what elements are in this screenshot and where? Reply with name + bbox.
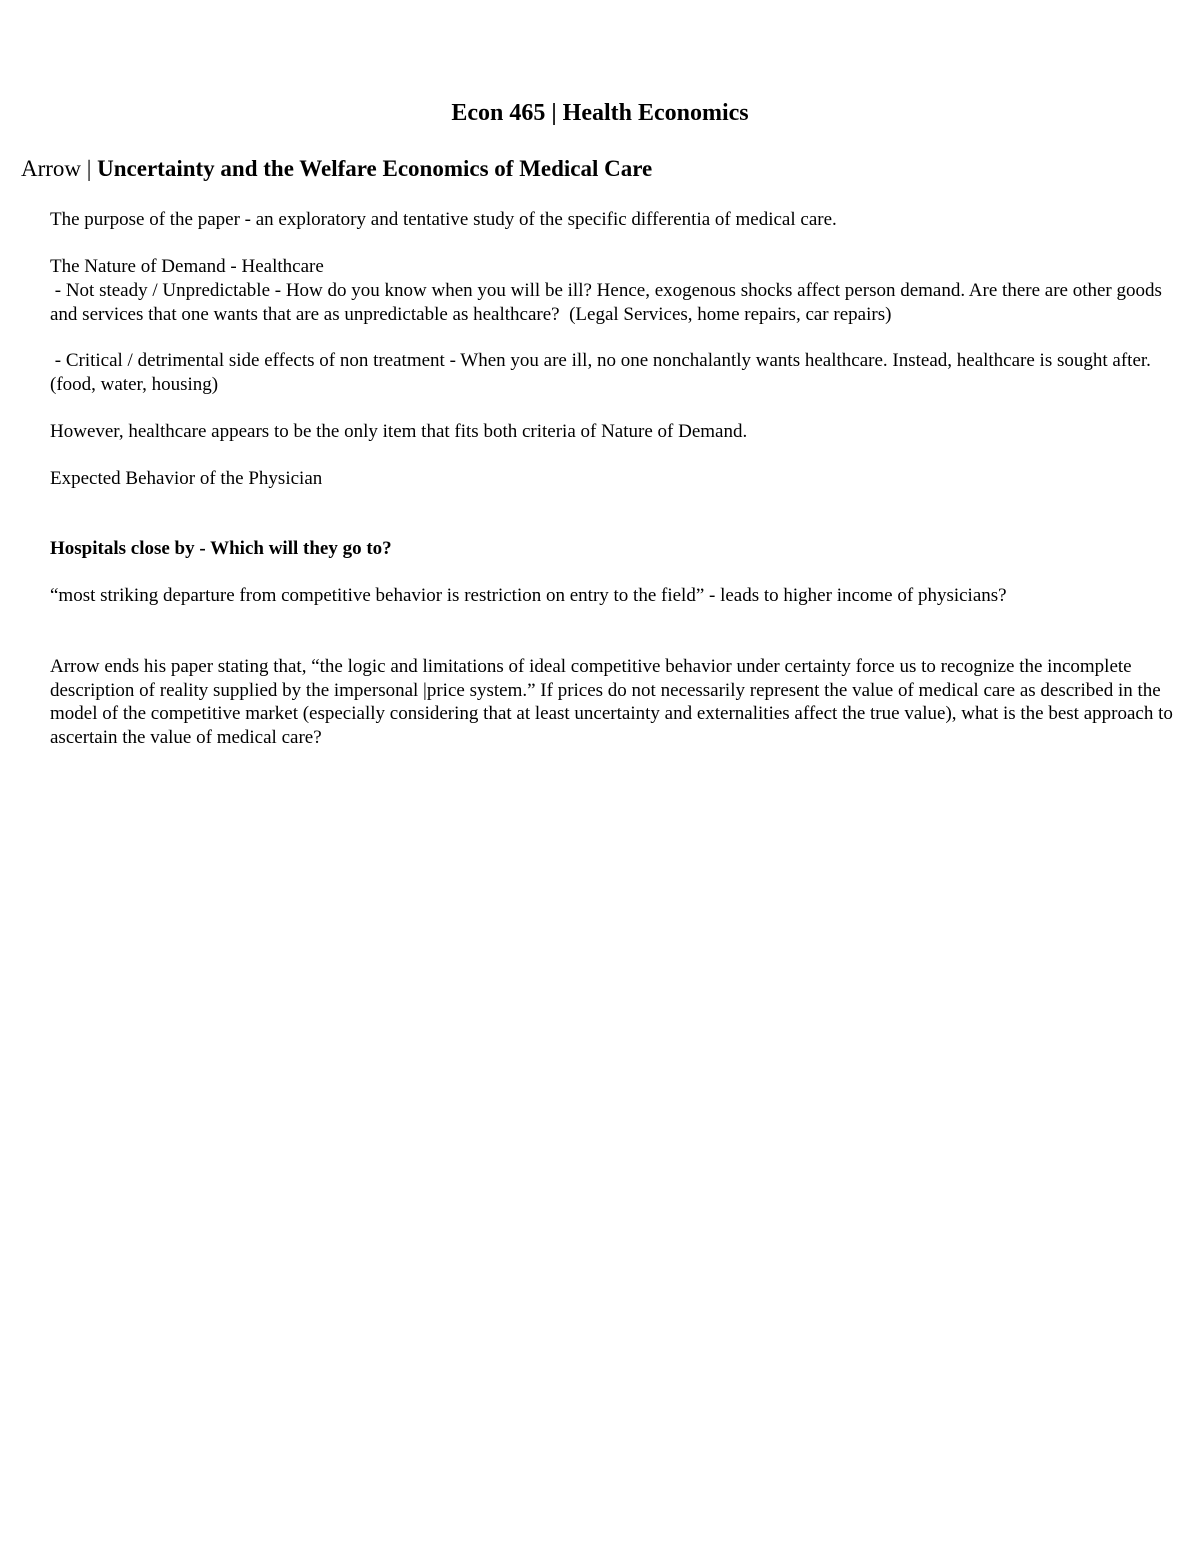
hospitals-heading: Hospitals close by - Which will they go to?	[50, 538, 392, 559]
nature-point-unpredictable: - Not steady / Unpredictable - How do you know when you will be ill? Hence, exogenous shocks affect person demand. Are there are other goods and services that one wants that are as unpredictable as healthcare? (Legal Services, home repairs, car repairs)	[50, 280, 1167, 325]
purpose-paragraph: The purpose of the paper - an exploratory and tentative study of the specific differentia of medical care.	[50, 209, 837, 230]
paper-heading-author: Arrow |	[21, 156, 98, 181]
nature-of-demand-heading: The Nature of Demand - Healthcare	[50, 256, 324, 277]
conclusion-paragraph: Arrow ends his paper stating that, “the logic and limitations of ideal competitive behavior under certainty force us to recognize the incomplete description of reality supplied by the impersonal |price system.” If prices do not necessarily represent the value of medical care as described in the model of the competitive market (especially considering that at least uncertainty and externalities affect the true value), what is the best approach to ascertain the value of medical care?	[50, 656, 1173, 748]
nature-point-critical: - Critical / detrimental side effects of non treatment - When you are ill, no one nonchalantly wants healthcare. Instead, healthcare is sought after. (food, water, housing)	[50, 350, 1156, 395]
however-paragraph: However, healthcare appears to be the only item that fits both criteria of Nature of Demand.	[50, 421, 748, 442]
paper-heading-title: Uncertainty and the Welfare Economics of Medical Care	[97, 156, 653, 181]
paper-heading	[21, 154, 652, 184]
quote-paragraph: “most striking departure from competitive behavior is restriction on entry to the field” - leads to higher income of physicians?	[50, 585, 1007, 606]
document-title: Econ 465 | Health Economics	[451, 100, 749, 126]
expected-behavior-heading: Expected Behavior of the Physician	[50, 468, 323, 489]
